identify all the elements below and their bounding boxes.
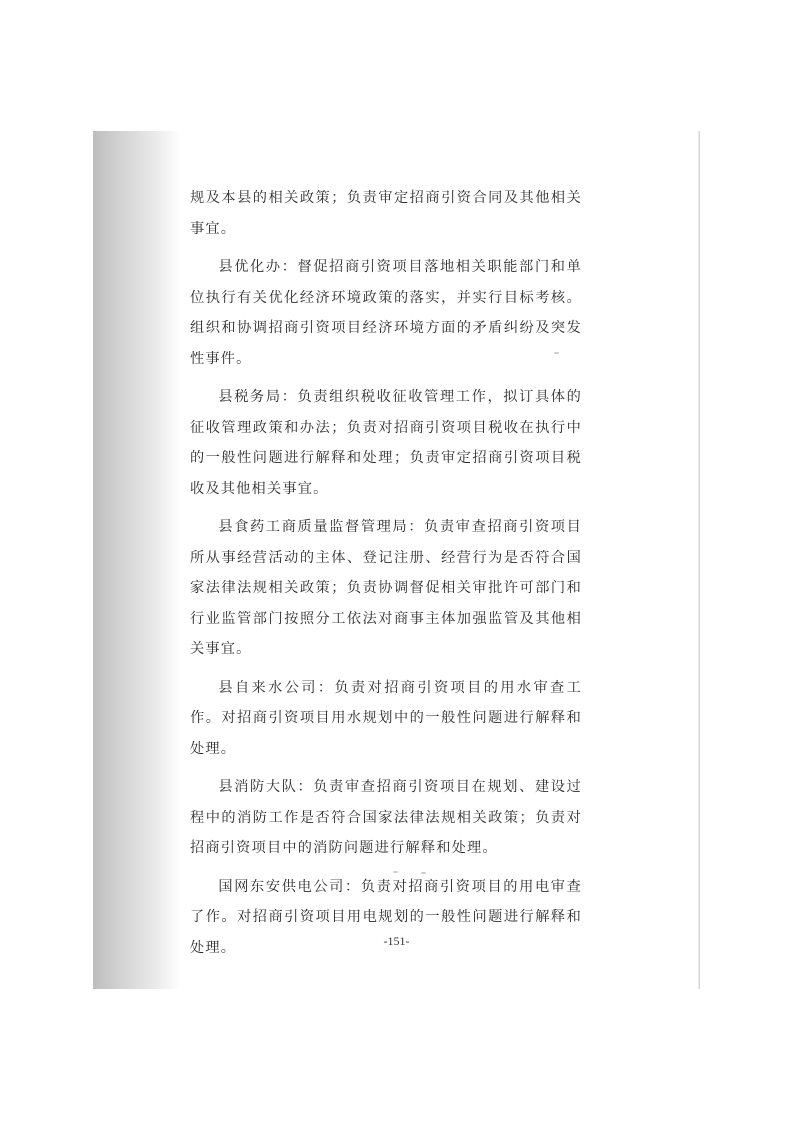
page-edge <box>698 131 700 989</box>
paragraph-tax-bureau: 县税务局：负责组织税收征收管理工作，拟订具体的征收管理政策和办法；负责对招商引资项目税收在执行中的一般性问题进行解释和处理；负责审定招商引资项目税收及其他相关事宜。 <box>190 389 582 497</box>
paragraph-power-company: 国网东安供电公司：负责对招商引资项目的用电审查了作。对招商引资项目用电规划的一般性问题进行解释和处理。 <box>190 878 582 956</box>
scanned-page <box>93 131 700 989</box>
paragraph-water-company: 县自来水公司：负责对招商引资项目的用水审查工作。对招商引资项目用水规划中的一般性问题进行解释和处理。 <box>190 679 582 757</box>
paragraph-fire-brigade: 县消防大队：负责审查招商引资项目在规划、建设过程中的消防工作是否符合国家法律法规相关政策；负责对招商引资项目中的消防问题进行解释和处理。 <box>190 779 582 856</box>
binding-shadow <box>93 131 181 989</box>
paragraph-optimization-office: 县优化办：督促招商引资项目落地相关职能部门和单位执行有关优化经济环境政策的落实，并实行目标考核。组织和协调招商引资项目经济环境方面的矛盾纠纷及突发性事件。 <box>190 259 582 367</box>
paragraph-market-supervision: 县食药工商质量监督管理局：负责审查招商引资项目所从事经营活动的主体、登记注册、经营行为是否符合国家法律法规相关政策；负责协调督促相关审批许可部门和行业监管部门按照分工依法对商事主体加强监管及其他相关事宜。 <box>190 519 582 657</box>
paragraph-continued: 规及本县的相关政策；负责审定招商引资合同及其他相关事宜。 <box>190 190 582 237</box>
body-text <box>190 183 582 971</box>
page-number: -151- <box>383 934 410 948</box>
